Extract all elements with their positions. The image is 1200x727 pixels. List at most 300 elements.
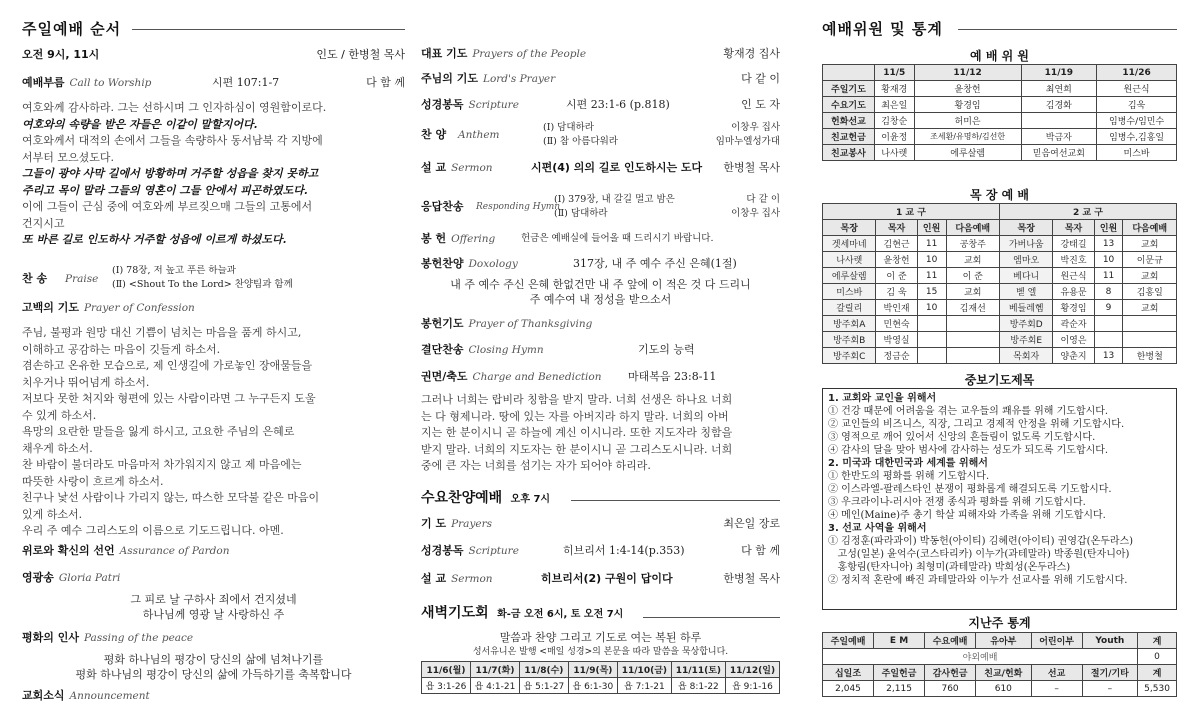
committee-cell: 임병수,김홍일 xyxy=(1097,129,1177,145)
call-line: 이에 그들이 근심 중에 여호와께 부르짖으매 그들의 고통에서 xyxy=(22,200,313,213)
confession-text xyxy=(22,325,405,540)
wed-scripture-row xyxy=(421,543,780,559)
rep-who: 황재경 집사 xyxy=(723,47,780,60)
praise-line-1: (Ⅰ) 78장, 저 높고 푸른 하늘과 xyxy=(112,265,236,276)
pardon-label-en: Assurance of Pardon xyxy=(119,545,230,557)
cell-worship-title: 목 장 예 배 xyxy=(970,188,1029,202)
committee-cell: 이윤정 xyxy=(874,129,914,145)
confession-line: 따뜻한 사랑이 흐르게 하소서. xyxy=(22,474,164,488)
cell-value: 베다니 xyxy=(999,268,1052,284)
intercession-item: ① 김정훈(파라과이) 박동헌(아이티) 김혜련(아이티) 권영갑(온두라스) xyxy=(828,536,1134,547)
cell-head: 목장 xyxy=(823,220,876,236)
rep-label-en: Prayers of the People xyxy=(472,48,587,60)
call-label: 예배부름 xyxy=(22,76,65,89)
committee-cell: 미스바 xyxy=(1097,145,1177,161)
offering-label-en: Offering xyxy=(451,233,496,245)
cell-value: 김현근 xyxy=(876,236,917,252)
confession-line: 겸손하고 온유한 모습으로, 제 인생길에 가로놓인 장애물들을 xyxy=(22,359,313,372)
wednesday-time: 오후 7시 xyxy=(510,494,551,505)
stats-value: 5,530 xyxy=(1138,681,1177,697)
cell-value: 교회 xyxy=(1123,300,1177,316)
scripture-label: 성경봉독 xyxy=(421,98,464,111)
confession-row xyxy=(22,300,405,316)
call-line: 건지시고 xyxy=(22,216,65,230)
committee-cell: 황재경 xyxy=(874,81,914,97)
cell-value: 방주회A xyxy=(823,316,876,332)
stats-head-2: 십일조 xyxy=(823,665,874,681)
cell-value: 이 준 xyxy=(946,268,999,284)
dawn-day: 11/6(월) xyxy=(422,662,471,678)
committee-row xyxy=(823,145,1177,161)
intercession-item: 3. 선교 사역을 위해서 xyxy=(828,523,927,534)
dawn-day: 11/10(금) xyxy=(617,662,671,678)
announce-label-en: Announcement xyxy=(69,690,150,702)
cell-value: 교회 xyxy=(946,252,999,268)
call-to-worship-row xyxy=(22,75,405,91)
stats-value: – xyxy=(1031,681,1082,697)
cell-value: 베들레헴 xyxy=(999,300,1052,316)
resp-who-2: 이창우 집사 xyxy=(731,208,780,219)
cell-value xyxy=(917,332,946,348)
cell-value: 정금순 xyxy=(876,348,917,364)
call-line: 또 바른 길로 인도하사 거주할 성읍에 이르게 하셨도다. xyxy=(22,233,287,246)
title-rule xyxy=(132,29,405,30)
thanks-label-en: Prayer of Thanksgiving xyxy=(468,318,593,330)
call-line: 여호와께서 대적의 손에서 그들을 속량하사 동서남북 각 지방에 xyxy=(22,134,323,147)
cell-value: 박인재 xyxy=(876,300,917,316)
dawn-reading-table xyxy=(421,661,780,694)
cell-value: 15 xyxy=(917,284,946,300)
committee-cell: 박금자 xyxy=(1021,129,1097,145)
cell-value: 교회 xyxy=(1123,268,1177,284)
dawn-passage: 욥 4:1-21 xyxy=(470,678,519,694)
anthem-line-1: (Ⅰ) 담대하라 xyxy=(543,122,594,133)
dawn-title: 새벽기도회 xyxy=(421,605,489,621)
committee-role: 수요기도 xyxy=(823,97,875,113)
cell-value xyxy=(1123,316,1177,332)
committee-date: 11/5 xyxy=(874,65,914,81)
committee-cell: 김욱 xyxy=(1097,97,1177,113)
call-who: 다 함 께 xyxy=(366,76,405,89)
cell-value: 가버나움 xyxy=(999,236,1052,252)
wednesday-title: 수요찬양예배 xyxy=(421,490,503,506)
cell-head: 다음예배 xyxy=(946,220,999,236)
committee-corner xyxy=(823,65,875,81)
lords-label: 주님의 기도 xyxy=(421,72,478,85)
resp-line-2: (Ⅱ) 담대하라 xyxy=(554,208,608,219)
dawn-line-1: 말씀과 찬양 그리고 기도로 여는 복된 하루 xyxy=(499,631,702,644)
call-text xyxy=(22,100,405,249)
cell-value: 엠마오 xyxy=(999,252,1052,268)
service-time-row xyxy=(22,47,405,63)
worship-order-title: 주일예배 순서 xyxy=(22,20,122,38)
intercession-item: ① 건강 때문에 어려움을 겪는 교우들의 쾌유를 위해 기도합시다. xyxy=(828,406,1109,417)
anthem-who-2: 임마누엘성가대 xyxy=(715,136,780,147)
committee-cell: 최연희 xyxy=(1021,81,1097,97)
wed-prayer-who: 최은일 장로 xyxy=(723,517,780,530)
doxology-line-1: 내 주 예수 주신 은혜 한없건만 내 주 앞에 이 적은 것 다 드리니 xyxy=(450,278,751,291)
dawn-header xyxy=(421,605,780,627)
call-line: 여호와의 속량을 받은 자들은 이같이 말할지어다. xyxy=(22,117,258,131)
praise-label-en: Praise xyxy=(65,273,99,285)
cell-value: 미스바 xyxy=(823,284,876,300)
stats-head: 유아부 xyxy=(976,633,1031,649)
dawn-time: 화-금 오전 6시, 토 오전 7시 xyxy=(497,609,624,620)
wed-prayer-label: 기 도 xyxy=(421,517,447,530)
cell-value xyxy=(1094,316,1123,332)
praise-row xyxy=(22,265,405,295)
stats-title: 지난주 통계 xyxy=(968,616,1031,630)
cell-value xyxy=(1123,332,1177,348)
cell-value: 9 xyxy=(1094,300,1123,316)
stats-value: 610 xyxy=(976,681,1031,697)
wed-sermon-label-en: Sermon xyxy=(451,573,493,585)
rep-prayer-row xyxy=(421,46,780,62)
cell-head: 인원 xyxy=(1094,220,1123,236)
cell-head: 목자 xyxy=(1053,220,1094,236)
confession-label: 고백의 기도 xyxy=(22,301,79,314)
committee-title: 예 배 위 원 xyxy=(970,49,1029,63)
scripture-label-en: Scripture xyxy=(468,99,519,111)
cell-value: 10 xyxy=(917,252,946,268)
committee-row xyxy=(823,129,1177,145)
thanks-label: 봉헌기도 xyxy=(421,317,464,330)
gloria-line-2: 하나님께 영광 날 사랑하신 주 xyxy=(142,608,285,621)
stats-outdoor-total: 0 xyxy=(1138,649,1177,665)
cell-value: 방주회B xyxy=(823,332,876,348)
confession-label-en: Prayer of Confession xyxy=(83,302,195,314)
cell-value xyxy=(946,316,999,332)
resp-label-en: Responding Hymn xyxy=(476,202,561,212)
gloria-label: 영광송 xyxy=(22,571,54,584)
lords-label-en: Lord's Prayer xyxy=(482,73,556,85)
cell-value: 에루살렘 xyxy=(823,268,876,284)
stats-head: 주일예배 xyxy=(823,633,874,649)
cell-value: 갈릴리 xyxy=(823,300,876,316)
cell-head: 인원 xyxy=(917,220,946,236)
committee-row xyxy=(823,97,1177,113)
confession-line: 저보다 못한 처지와 형편에 있는 사람이라면 그 누구든지 도울 xyxy=(22,392,316,405)
call-line: 여호와께 감사하라. 그는 선하시며 그 인자하심이 영원함이로다. xyxy=(22,101,327,114)
cell-value: 김 욱 xyxy=(876,284,917,300)
wed-sermon-label: 설 교 xyxy=(421,572,447,585)
dawn-passage: 욥 8:1-22 xyxy=(671,678,725,694)
cell-value: 방주회E xyxy=(999,332,1052,348)
cell-row xyxy=(823,348,1177,364)
cell-value: 11 xyxy=(917,236,946,252)
committee-date: 11/19 xyxy=(1021,65,1097,81)
committee-cell: 나사렛 xyxy=(874,145,914,161)
cell-value: 박진호 xyxy=(1053,252,1094,268)
charge-ref: 마태복음 23:8-11 xyxy=(628,370,717,383)
cell-value: 11 xyxy=(917,268,946,284)
committee-stats-title: 예배위원 및 통계 xyxy=(822,20,943,38)
committee-role: 헌화선교 xyxy=(823,113,875,129)
sermon-label-en: Sermon xyxy=(451,162,493,174)
gloria-label-en: Gloria Patri xyxy=(58,572,121,584)
dawn-rule xyxy=(643,617,780,618)
wed-scripture-label: 성경봉독 xyxy=(421,544,464,557)
cell-row xyxy=(823,316,1177,332)
offering-note: 헌금은 예배실에 들어올 때 드리시기 바랍니다. xyxy=(521,233,714,244)
thanksgiving-row xyxy=(421,316,780,332)
doxology-label-en: Doxology xyxy=(468,258,518,270)
sermon-who: 한병철 목사 xyxy=(723,161,780,174)
peace-row xyxy=(22,630,405,646)
dawn-day: 11/8(수) xyxy=(519,662,568,678)
peace-line-2: 평화 하나님의 평강이 당신의 삶에 가득하기를 축복합니다 xyxy=(75,668,352,681)
resp-who-1: 다 같 이 xyxy=(746,194,780,205)
rep-label: 대표 기도 xyxy=(421,47,468,60)
stats-head: E M xyxy=(874,633,925,649)
district-1: 1 교 구 xyxy=(823,204,1000,220)
doxology-row xyxy=(421,256,780,272)
cell-value xyxy=(917,348,946,364)
cell-value: 목회자 xyxy=(999,348,1052,364)
cell-value: 13 xyxy=(1094,348,1123,364)
cell-value: 황경임 xyxy=(1053,300,1094,316)
confession-line: 욕망의 요란한 말들을 잃게 하시고, 고요한 주님의 은혜로 xyxy=(22,425,295,438)
anthem-label: 찬 양 xyxy=(421,128,447,141)
stats-head-2: 주일헌금 xyxy=(874,665,925,681)
committee-date: 11/12 xyxy=(914,65,1021,81)
committee-cell: 믿음여선교회 xyxy=(1021,145,1097,161)
dawn-day: 11/9(목) xyxy=(568,662,617,678)
cell-value: 박영실 xyxy=(876,332,917,348)
intercession-item: ② 이스라엘-팔레스타인 분쟁이 평화롭게 해결되도록 기도합시다. xyxy=(828,484,1112,495)
cell-value: 김홍일 xyxy=(1123,284,1177,300)
cell-value xyxy=(1094,332,1123,348)
cell-row xyxy=(823,252,1177,268)
announce-row xyxy=(22,688,405,704)
peace-label-en: Passing of the peace xyxy=(83,632,194,644)
peace-label: 평화의 인사 xyxy=(22,631,79,644)
doxology-label: 봉헌찬양 xyxy=(421,257,464,270)
cell-value: 유용문 xyxy=(1053,284,1094,300)
charge-label: 권면/축도 xyxy=(421,370,468,383)
stats-value: – xyxy=(1082,681,1137,697)
wed-scripture-label-en: Scripture xyxy=(468,545,519,557)
cell-head: 다음예배 xyxy=(1123,220,1177,236)
call-ref: 시편 107:1-7 xyxy=(212,76,280,89)
dawn-day: 11/12(일) xyxy=(725,662,779,678)
confession-line: 채우게 하소서. xyxy=(22,441,93,455)
offering-label: 봉 헌 xyxy=(421,232,447,245)
intercession-item: 홍항림(탄자니아) 최형미(과테말라) 박희성(온두라스) xyxy=(828,562,1071,573)
cell-value: 겟세마네 xyxy=(823,236,876,252)
cell-value: 윤창헌 xyxy=(876,252,917,268)
stats-head-2: 친교/헌화 xyxy=(976,665,1031,681)
intercession-item: ② 교인들의 비즈니스, 직장, 그리고 경제적 안정을 위해 기도합시다. xyxy=(828,419,1125,430)
anthem-label-en: Anthem xyxy=(458,129,500,141)
doxology-line-2: 주 예수여 내 정성을 받으소서 xyxy=(529,293,672,306)
confession-line: 찬 바람이 불더라도 마음마저 차가워지지 않고 제 마음에는 xyxy=(22,458,302,471)
dawn-passage: 욥 3:1-26 xyxy=(422,678,471,694)
announce-label: 교회소식 xyxy=(22,689,65,702)
confession-line: 우리 주 예수 그리스도의 이름으로 기도드립니다. 아멘. xyxy=(22,524,284,537)
cell-value: 한병철 xyxy=(1123,348,1177,364)
cell-value: 8 xyxy=(1094,284,1123,300)
charge-label-en: Charge and Benediction xyxy=(472,371,602,383)
cell-value: 방주회C xyxy=(823,348,876,364)
cell-row xyxy=(823,268,1177,284)
call-line: 주리고 목이 말라 그들의 영혼이 그들 안에서 피곤하였도다. xyxy=(22,183,308,197)
committee-row xyxy=(823,113,1177,129)
wednesday-header xyxy=(421,490,780,512)
cell-head: 목자 xyxy=(876,220,917,236)
committee-role: 친교헌금 xyxy=(823,129,875,145)
intercession-item: ③ 우크라이나-러시아 전쟁 종식과 평화를 위해 기도합시다. xyxy=(828,497,1086,508)
cell-value: 11 xyxy=(1094,268,1123,284)
dawn-passage: 욥 9:1-16 xyxy=(725,678,779,694)
charge-line: 지는 한 분이시니 곧 하늘에 계신 이시니라. 또한 지도자라 칭함을 xyxy=(421,426,733,439)
call-label-en: Call to Worship xyxy=(69,77,152,89)
cell-value: 벧 엘 xyxy=(999,284,1052,300)
stats-head-2: 계 xyxy=(1138,665,1177,681)
praise-line-2: (Ⅱ) <Shout To the Lord> 찬양팀과 함께 xyxy=(112,279,293,290)
committee-role: 주일기도 xyxy=(823,81,875,97)
lords-who: 다 같 이 xyxy=(741,72,780,85)
confession-line: 이해하고 공감하는 마음이 깃들게 하소서. xyxy=(22,342,221,356)
intercession-item: 1. 교회와 교인을 위해서 xyxy=(828,393,937,404)
offering-row xyxy=(421,231,780,247)
cell-row xyxy=(823,236,1177,252)
cell-value xyxy=(946,332,999,348)
closing-hymn-row xyxy=(421,342,780,358)
closing-ref: 기도의 능력 xyxy=(638,343,695,356)
cell-value: 공창주 xyxy=(946,236,999,252)
district-2: 2 교 구 xyxy=(999,204,1176,220)
wed-scripture-who: 다 함 께 xyxy=(741,544,780,557)
committee-cell: 황경임 xyxy=(914,97,1021,113)
cell-value: 10 xyxy=(1094,252,1123,268)
closing-label: 결단찬송 xyxy=(421,343,464,356)
scripture-ref: 시편 23:1-6 (p.818) xyxy=(566,98,670,111)
cell-row xyxy=(823,332,1177,348)
right-title-rule xyxy=(958,29,1177,30)
charge-line: 중에 큰 자는 너희를 섬기는 자가 되어야 하리라. xyxy=(421,459,651,472)
confession-line: 친구나 낯선 사람이나 가리지 않는, 따스한 모닥불 같은 마음이 xyxy=(22,491,320,504)
committee-cell xyxy=(1021,113,1097,129)
cell-value: 김재선 xyxy=(946,300,999,316)
intercession-item: ② 정치적 혼란에 빠진 과테말라와 이누가 선교사를 위해 기도합시다. xyxy=(828,575,1128,586)
intercession-title: 중보기도제목 xyxy=(964,373,1035,387)
anthem-who-1: 이창우 집사 xyxy=(731,122,780,133)
confession-line: 주님, 불평과 원망 대신 기쁨이 넘치는 마음을 품게 하시고, xyxy=(22,326,302,339)
resp-label: 응답찬송 xyxy=(421,200,464,213)
cell-value: 교회 xyxy=(946,284,999,300)
gloria-row xyxy=(22,570,405,586)
cell-value xyxy=(946,348,999,364)
stats-head: 어린이부 xyxy=(1031,633,1082,649)
stats-head: Youth xyxy=(1082,633,1137,649)
sermon-label: 설 교 xyxy=(421,161,447,174)
resp-line-1: (Ⅰ) 379장, 내 갈길 멀고 밤은 xyxy=(554,194,675,205)
cell-value: 방주회D xyxy=(999,316,1052,332)
intercession-item: 고성(일본) 윤억수(코스타리카) 이누가(과테말라) 박종원(탄자니아) xyxy=(828,549,1130,560)
closing-label-en: Closing Hymn xyxy=(468,344,544,356)
cell-row xyxy=(823,300,1177,316)
charge-row xyxy=(421,369,780,385)
scripture-who: 인 도 자 xyxy=(741,98,780,111)
call-line: 서부터 모으셨도다. xyxy=(22,150,115,164)
intercession-item: ④ 메인(Maine)주 총기 학살 피해자와 가족을 위해 기도합시다. xyxy=(828,510,1106,521)
lords-prayer-row xyxy=(421,71,780,87)
committee-cell: 김창순 xyxy=(874,113,914,129)
committee-cell: 김경화 xyxy=(1021,97,1097,113)
wed-prayer-label-en: Prayers xyxy=(451,518,492,530)
stats-head-2: 절기/기타 xyxy=(1082,665,1137,681)
intercession-item: ④ 감사의 달을 맞아 범사에 감사하는 성도가 되도록 기도합시다. xyxy=(828,445,1109,456)
dawn-passage: 욥 5:1-27 xyxy=(519,678,568,694)
dawn-line-2: 성서유니온 발행 <매일 성경>의 본문을 따라 말씀을 묵상합니다. xyxy=(472,647,729,657)
sermon-row xyxy=(421,160,780,176)
doxology-ref: 317장, 내 주 예수 주신 은혜(1절) xyxy=(573,257,737,270)
stats-head: 계 xyxy=(1138,633,1177,649)
service-leader: 인도 / 한병철 목사 xyxy=(316,48,405,61)
scripture-row xyxy=(421,97,780,113)
intercession-item: ③ 영적으로 깨어 있어서 신앙의 흔들림이 없도록 기도합시다. xyxy=(828,432,1096,443)
anthem-row xyxy=(421,120,780,152)
cell-value: 원근식 xyxy=(1053,268,1094,284)
confession-line: 있게 하소서. xyxy=(22,507,83,521)
intercession-item: 2. 미국과 대한민국과 세계를 위해서 xyxy=(828,458,988,469)
cell-head: 목장 xyxy=(999,220,1052,236)
wed-scripture-ref: 히브리서 1:4-14(p.353) xyxy=(563,544,685,557)
cell-value: 13 xyxy=(1094,236,1123,252)
call-line: 그들이 광야 사막 길에서 방황하며 거주할 성읍을 찾지 못하고 xyxy=(22,167,319,180)
committee-cell: 최은일 xyxy=(874,97,914,113)
cell-value: 나사렛 xyxy=(823,252,876,268)
intercession-item: ① 한반도의 평화를 위해 기도합시다. xyxy=(828,471,990,482)
committee-role: 친교봉사 xyxy=(823,145,875,161)
wed-sermon-title: 히브리서(2) 구원이 답이다 xyxy=(541,572,673,585)
dawn-day: 11/11(토) xyxy=(671,662,725,678)
pardon-row xyxy=(22,543,405,559)
stats-table xyxy=(822,632,1177,697)
dawn-passage: 욥 6:1-30 xyxy=(568,678,617,694)
stats-value: 760 xyxy=(925,681,976,697)
dawn-day: 11/7(화) xyxy=(470,662,519,678)
wed-prayer-row xyxy=(421,516,780,532)
cell-value: 이영은 xyxy=(1053,332,1094,348)
peace-line-1: 평화 하나님의 평강이 당신의 삶에 넘쳐나기를 xyxy=(103,653,324,666)
sermon-title: 시편(4) 의의 길로 인도하시는 도다 xyxy=(531,161,703,174)
charge-line: 는 다 형제니라. 땅에 있는 자를 아버지라 하지 말라. 너희의 아버 xyxy=(421,409,729,423)
intercession-box xyxy=(822,388,1177,610)
wed-sermon-row xyxy=(421,571,780,587)
committee-cell: 임병수/임민수 xyxy=(1097,113,1177,129)
confession-line: 수 있게 하소서. xyxy=(22,408,97,422)
charge-line: 그러나 너희는 랍비라 칭함을 받지 말라. 너희 선생은 하나요 너희 xyxy=(421,393,733,406)
stats-value: 2,115 xyxy=(874,681,925,697)
committee-cell: 허미은 xyxy=(914,113,1021,129)
committee-row xyxy=(823,81,1177,97)
pardon-label: 위로와 확신의 선언 xyxy=(22,544,115,557)
stats-head-2: 선교 xyxy=(1031,665,1082,681)
wed-sermon-who: 한병철 목사 xyxy=(723,572,780,585)
cell-value: 10 xyxy=(917,300,946,316)
praise-label: 찬 송 xyxy=(22,272,48,285)
cell-worship-table xyxy=(822,203,1177,364)
cell-value xyxy=(917,316,946,332)
committee-cell: 윤창헌 xyxy=(914,81,1021,97)
stats-head: 수요예배 xyxy=(925,633,976,649)
committee-cell: 조세환/유명하/김선한 xyxy=(914,129,1021,145)
stats-outdoor-label: 야외예배 xyxy=(823,649,1138,665)
cell-value: 이문규 xyxy=(1123,252,1177,268)
stats-value: 2,045 xyxy=(823,681,874,697)
